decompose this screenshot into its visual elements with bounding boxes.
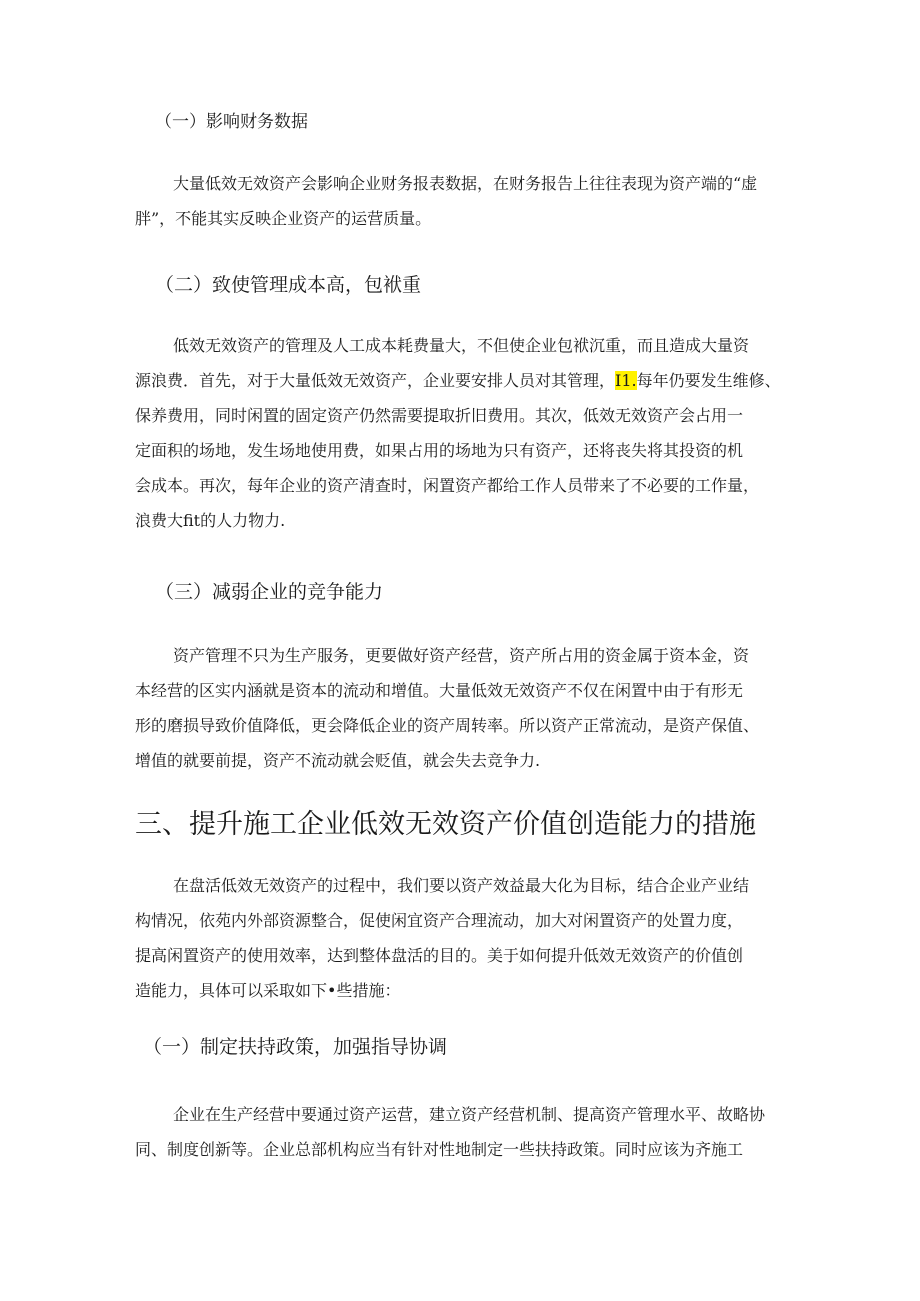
highlighted-text: I1. [615, 371, 637, 390]
section-heading-1: （一）影响财务数据 [155, 112, 308, 132]
paragraph-line: 形的磨损导致价值降低，更会降低企业的资产周转率。所以资产正常流动，是资产保值、 [135, 716, 760, 735]
paragraph-line [135, 363, 795, 398]
paragraph-line: 提高闲置资产的使用效率，达到整体盘活的目的。美于如何提升低效无效资产的价值创 [135, 946, 744, 965]
paragraph-line: 定面积的场地，发生场地使用费，如果占用的场地为只有资产，还将丧失将其投资的机 [135, 441, 744, 460]
chapter-paragraph [135, 868, 795, 1008]
section-paragraph-1 [135, 166, 795, 236]
paragraph-line: 同、制度创新等。企业总部机构应当有针对性地制定一些扶持政策。同时应该为齐施工 [135, 1140, 744, 1159]
paragraph-line: 胖”，不能其实反映企业资产的运营质量。 [135, 209, 432, 228]
section-paragraph-2 [135, 328, 795, 538]
paragraph-line: 增值的就要前提，资产不流动就会贬值，就会失去竞争力. [135, 751, 541, 770]
section-heading-3: （三）减弱企业的竞争能力 [155, 581, 384, 603]
paragraph-line: 保养费用，同时闲置的固定资产仍然需要提取折旧费用。其次，低效无效资产会占用一 [135, 406, 744, 425]
paragraph-line: 构情况，依苑内外部资源整合，促使闲宜资产合理流动，加大对闲置资产的处置力度， [135, 911, 744, 930]
paragraph-text: 每年仍要发生维修、 [636, 371, 781, 390]
paragraph-line: 大量低效无效资产会影响企业财务报表数据，在财务报告上往往表现为资产端的“虚 [173, 174, 758, 193]
paragraph-line: 低效无效资产的管理及人工成本耗费量大，不但使企业包袱沉重，而且造成大量资 [173, 336, 750, 355]
paragraph-line: 会成本。再次，每年企业的资产清查时，闲置资产都给工作人员带来了不必要的工作量， [135, 476, 760, 495]
paragraph-text: 源浪费．首先，对于大量低效无效资产，企业要安排人员对其管理， [135, 371, 616, 390]
section-heading-2: （二）致使管理成本高，包袱重 [155, 274, 422, 296]
subsection-heading: （一）制定扶持政策，加强指导协调 [143, 1036, 448, 1058]
section-paragraph-3 [135, 638, 795, 778]
paragraph-line: 在盘活低效无效资产的过程中，我们要以资产效益最大化为目标，结合企业产业结 [173, 876, 750, 895]
paragraph-line: 造能力，具体可以采取如下•些措施： [135, 981, 401, 1000]
chapter-heading: 三、提升施工企业低效无效资产价值创造能力的措施 [135, 809, 756, 840]
paragraph-line: 企业在生产经营中要通过资产运营，建立资产经营机制、提高资产管理水平、故略协 [173, 1105, 766, 1124]
paragraph-line: 资产管理不只为生产服务，更要做好资产经营，资产所占用的资金属于资本金，资 [173, 646, 750, 665]
subsection-paragraph [135, 1097, 795, 1167]
paragraph-line: 本经营的区实内涵就是资本的流动和增值。大量低效无效资产不仅在闲置中由于有形无 [135, 681, 744, 700]
paragraph-line: 浪费大fit的人力物力. [135, 511, 286, 530]
